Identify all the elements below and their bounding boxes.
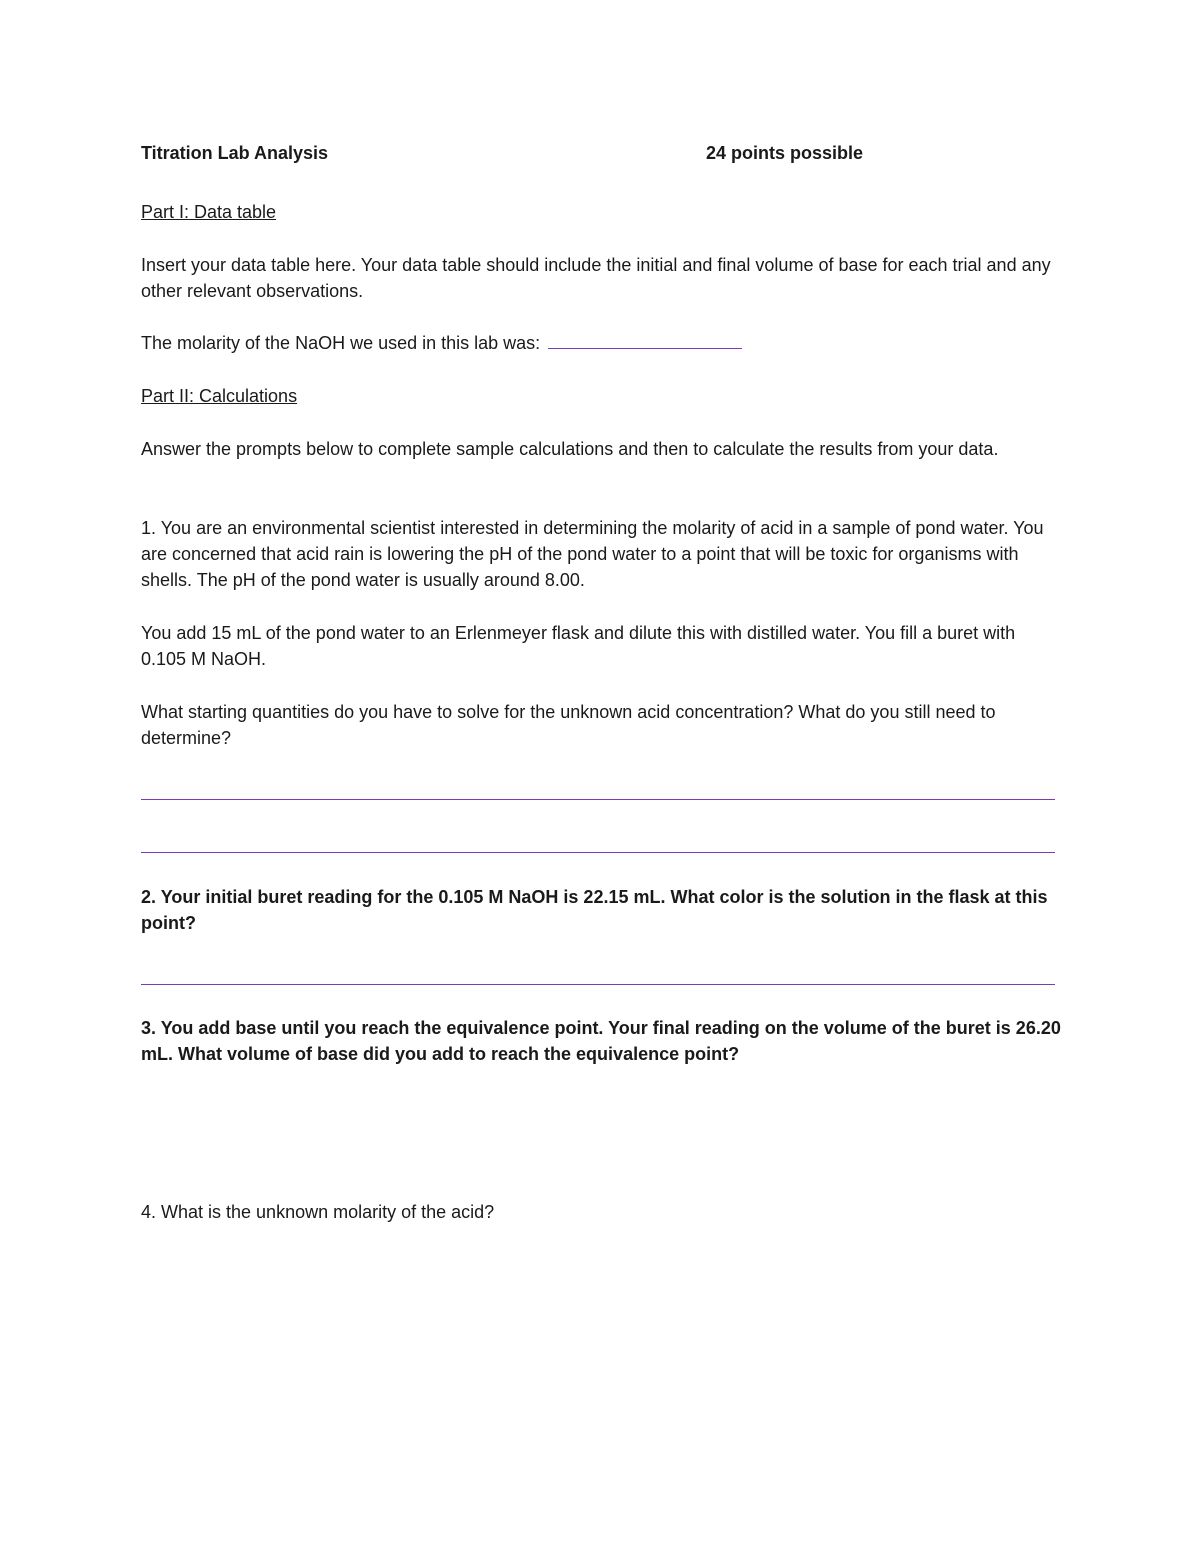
part1-instructions: Insert your data table here. Your data table should include the initial and final volume of base for each trial and any other relevant observations. (141, 255, 1051, 301)
molarity-answer-blank[interactable] (548, 330, 742, 349)
q1-answer-line-2[interactable] (141, 852, 1055, 853)
q1-answer-line-1[interactable] (141, 799, 1055, 800)
part2-heading: Part II: Calculations (141, 386, 298, 406)
page-title: Titration Lab Analysis (141, 143, 329, 163)
part1-heading: Part I: Data table (141, 202, 277, 222)
molarity-row (141, 330, 1061, 356)
q4-question: 4. What is the unknown molarity of the acid? (141, 1202, 495, 1222)
q2-answer-line[interactable] (141, 984, 1055, 985)
molarity-prompt: The molarity of the NaOH we used in this lab was: (141, 333, 541, 353)
q1-setup: You add 15 mL of the pond water to an Erlenmeyer flask and dilute this with distilled water. You fill a buret with 0.105 M NaOH. (141, 623, 1016, 669)
q1-question: What starting quantities do you have to solve for the unknown acid concentration? What do you still need to determine? (141, 702, 996, 748)
part2-intro: Answer the prompts below to complete sample calculations and then to calculate the results from your data. (141, 439, 999, 459)
points-label: 24 points possible (706, 143, 864, 163)
q2-question: 2. Your initial buret reading for the 0.105 M NaOH is 22.15 mL. What color is the solution in the flask at this point? (141, 887, 1048, 933)
title-row (141, 143, 1061, 169)
q3-question: 3. You add base until you reach the equivalence point. Your final reading on the volume of the buret is 26.20 mL. What volume of base did you add to reach the equivalence point? (141, 1018, 1061, 1064)
q1-scenario: 1. You are an environmental scientist interested in determining the molarity of acid in a sample of pond water. You are concerned that acid rain is lowering the pH of the pond water to a point that will be toxic for organisms with shells. The pH of the pond water is usually around 8.00. (141, 518, 1044, 590)
